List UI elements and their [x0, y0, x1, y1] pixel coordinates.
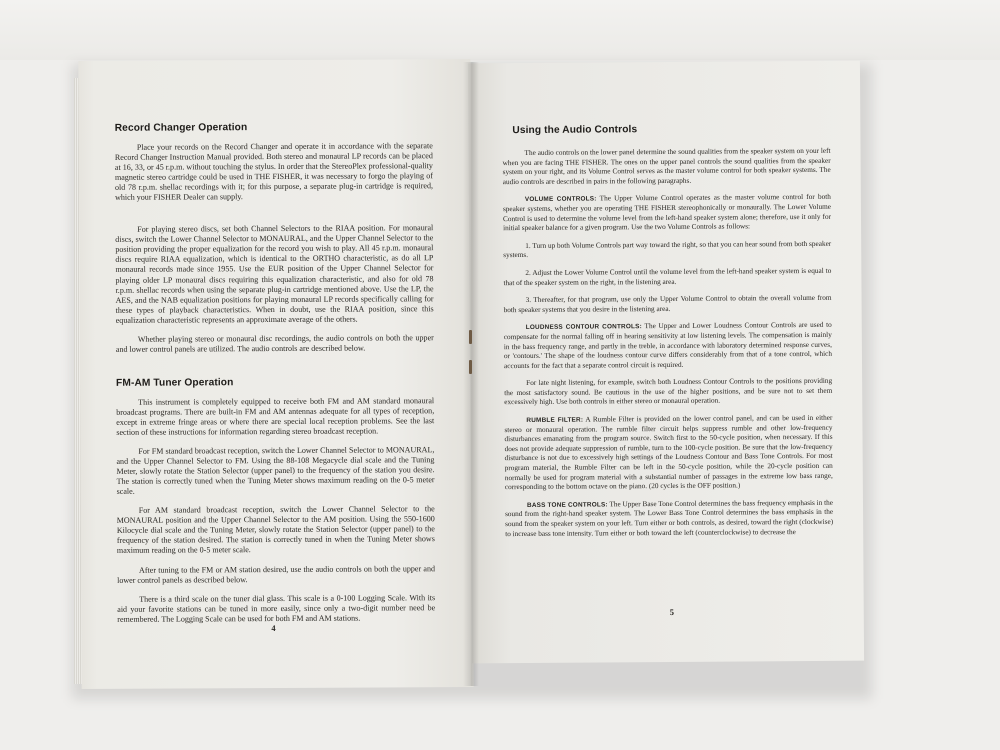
tuner-heading: FM-AM Tuner Operation	[116, 377, 234, 389]
audio-controls-heading: Using the Audio Controls	[512, 124, 638, 137]
loudness-paragraph	[504, 321, 832, 371]
rumble-filter-text: A Rumble Filter is provided on the lower control panel, and can be used in either stereo or monaural operation. The rumble filter circuit helps suppress rumble and other low-frequency disturbances emanating from the program source. Switch first to the 50-cycle position, when necessary. If this does not provide adequate suppression of rumble, turn to the 100-cycle position. Be sure that the low-frequency disturbance is not due to excessively high settings of the Loudness Contour and Bass Tone Controls. For most program material, the Rumble Filter can be left in the 50-cycle position, while the 20-cycle position can normally be used for program material with a substantial number of passages in the extreme low bass range, corresponding to the bottom octave on the piano. (20 cycles is the OFF position.)	[504, 413, 833, 492]
volume-controls-text: The Upper Volume Control operates as the master volume control for both speaker systems, whether you are operating THE FISHER stereophonically or monaurally. The Lower Volume Control is used to determine the volume level from the left-hand speaker system alone; therefore, use it only for initial speaker balance for a given program. Use the two Volume Controls as follows:	[502, 193, 832, 233]
page-number-right: 5	[669, 606, 675, 617]
background	[0, 0, 1000, 60]
binding-gutter	[463, 62, 479, 686]
bass-tone-paragraph	[505, 499, 833, 540]
page-number-left: 4	[271, 623, 276, 634]
bass-tone-label: BASS TONE CONTROLS:	[526, 501, 608, 509]
staple-bottom	[469, 360, 472, 374]
record-changer-heading: Record Changer Operation	[114, 122, 248, 134]
late-night-paragraph: For late night listening, for example, switch both Loudness Contour Controls to the positions providing the most satisfactory sound. Be cautious in the use of the higher positions, and be sure not to set them excessively high. Use both controls in either stereo or monaural operation.	[504, 377, 833, 407]
audio-controls-intro: The audio controls on the lower panel determine the sound qualities from the speaker system on your left when you are facing THE FISHER. The ones on the upper panel controls the sound qualities from the speaker system on your right, and its Volume Control serves as the master volume control for both speaker systems. The audio controls are described in pairs in the following paragraphs.	[502, 146, 831, 186]
loudness-label: LOUDNESS CONTOUR CONTROLS:	[525, 323, 642, 332]
loudness-text: The Upper and Lower Loudness Contour Controls are used to compensate for the normal falling off in hearing sensitivity at low listening levels. The compensation is mainly in the bass frequency range, and partly in the treble, in accordance with laboratory determined response curves, or 'contours.' The shape of the loudness contour curve differs considerably from that of a tone control, which accounts for the fact that a separate control circuit is required.	[503, 321, 832, 370]
record-changer-paragraph-1: Place your records on the Record Changer and operate it in accordance with the separate Record Changer Instruction Manual provided. Both stereo and monaural LP records can be placed at 16, 33, or 45 r.p.m. without touching the stylus. In order that the StereoPlex professional-quality magnetic stereo cartridge could be used in THE FISHER, it was necessary to forgo the playing of old 78 r.p.m. shellac recordings with it; for this purpose, a separate plug-in cartridge is required, which your FISHER Dealer can supply.	[114, 141, 434, 203]
volume-step-1: 1. Turn up both Volume Controls part way toward the right, so that you can hear sound from both speaker systems.	[503, 239, 832, 260]
rumble-filter-label: RUMBLE FILTER:	[526, 416, 584, 425]
left-page	[78, 59, 473, 689]
volume-step-3: 3. Thereafter, for that program, use only the Upper Volume Control to obtain the overall volume from both speaker systems that you desire in the listening area.	[503, 293, 832, 314]
rumble-filter-paragraph	[504, 414, 833, 493]
volume-step-2: 2. Adjust the Lower Volume Control until the volume level from the left-hand speaker system is equal to that of the speaker system on the right, in the listening area.	[503, 266, 832, 287]
tuner-paragraph-2: For FM standard broadcast reception, switch the Lower Channel Selector to MONAURAL, and the Upper Channel Selector to FM. Using the 88-108 Megacycle dial scale and the Tuning Meter, slowly rotate the Station Selector (upper panel) to the frequency of the station you desire. The station is correctly tuned when the Tuning Meter shows maximum reading on the 0-5 meter scale.	[116, 445, 435, 497]
staple-top	[469, 330, 472, 344]
right-page	[468, 61, 864, 664]
record-changer-paragraph-3: Whether playing stereo or monaural disc recordings, the audio controls on both the upper and lower control panels are utilized. The audio controls are described below.	[115, 332, 434, 354]
tuner-paragraph-4: After tuning to the FM or AM station desired, use the audio controls on both the upper and lower control panels as described below.	[117, 563, 436, 585]
bass-tone-text: The Upper Base Tone Control determines the bass frequency emphasis in the sound from the right-hand speaker system. The Lower Bass Tone Control determines the bass emphasis in the sound from the speaker system on your left. Turn either or both controls, as desired, toward the right (clockwise) to increase bass tone intensity. Turn either or both toward the left (counterclockwise) to decrease the	[505, 498, 834, 538]
tuner-paragraph-5: There is a third scale on the tuner dial glass. This scale is a 0-100 Logging Scale. With its aid your favorite stations can be tuned in more easily, since only a two-digit number need be remembered. The Logging Scale can be used for both FM and AM stations.	[117, 592, 436, 624]
tuner-paragraph-1: This instrument is completely equipped to receive both FM and AM standard monaural broadcast programs. There are built-in FM and AM antennas adequate for all types of reception, except in extreme fringe areas or where there are special local reception problems. See the last section of these instructions for information regarding stereo broadcast reception.	[116, 396, 435, 437]
volume-controls-paragraph	[503, 193, 831, 234]
volume-controls-label: VOLUME CONTROLS:	[524, 195, 597, 204]
record-changer-paragraph-2: For playing stereo discs, set both Channel Selectors to the RIAA position. For monaural discs, switch the Lower Channel Selector to MONAURAL, and the Upper Channel Selector to the position providing the proper equalization for the record you wish to play. All 45 r.p.m. monaural discs require RIAA equalization, which is identical to the ORTHO characteristic, as do all LP monaural records made since 1955. Use the EUR position of the Upper Channel Selector for playing older LP monaural discs requiring this equalization characteristic, and also for old 78 r.p.m. shellac records when using the separate plug-in cartridge mentioned above. Use the LP, the AES, and the NAB equalization positions for playing monaural LP records specifically calling for these types of playback characteristics. When in doubt, use the RIAA position, since this equalization characteristic represents an approximate average of the others.	[115, 223, 434, 325]
tuner-paragraph-3: For AM standard broadcast reception, switch the Lower Channel Selector to the MONAURAL position and the Upper Channel Selector to the AM position. Using the 550-1600 Kilocycle dial scale and the Tuning Meter, slowly rotate the Station Selector (upper panel) to the frequency of the station desired. The station is correctly tuned in when the Tuning Meter shows maximum reading on the 0-5 meter scale.	[116, 504, 435, 556]
